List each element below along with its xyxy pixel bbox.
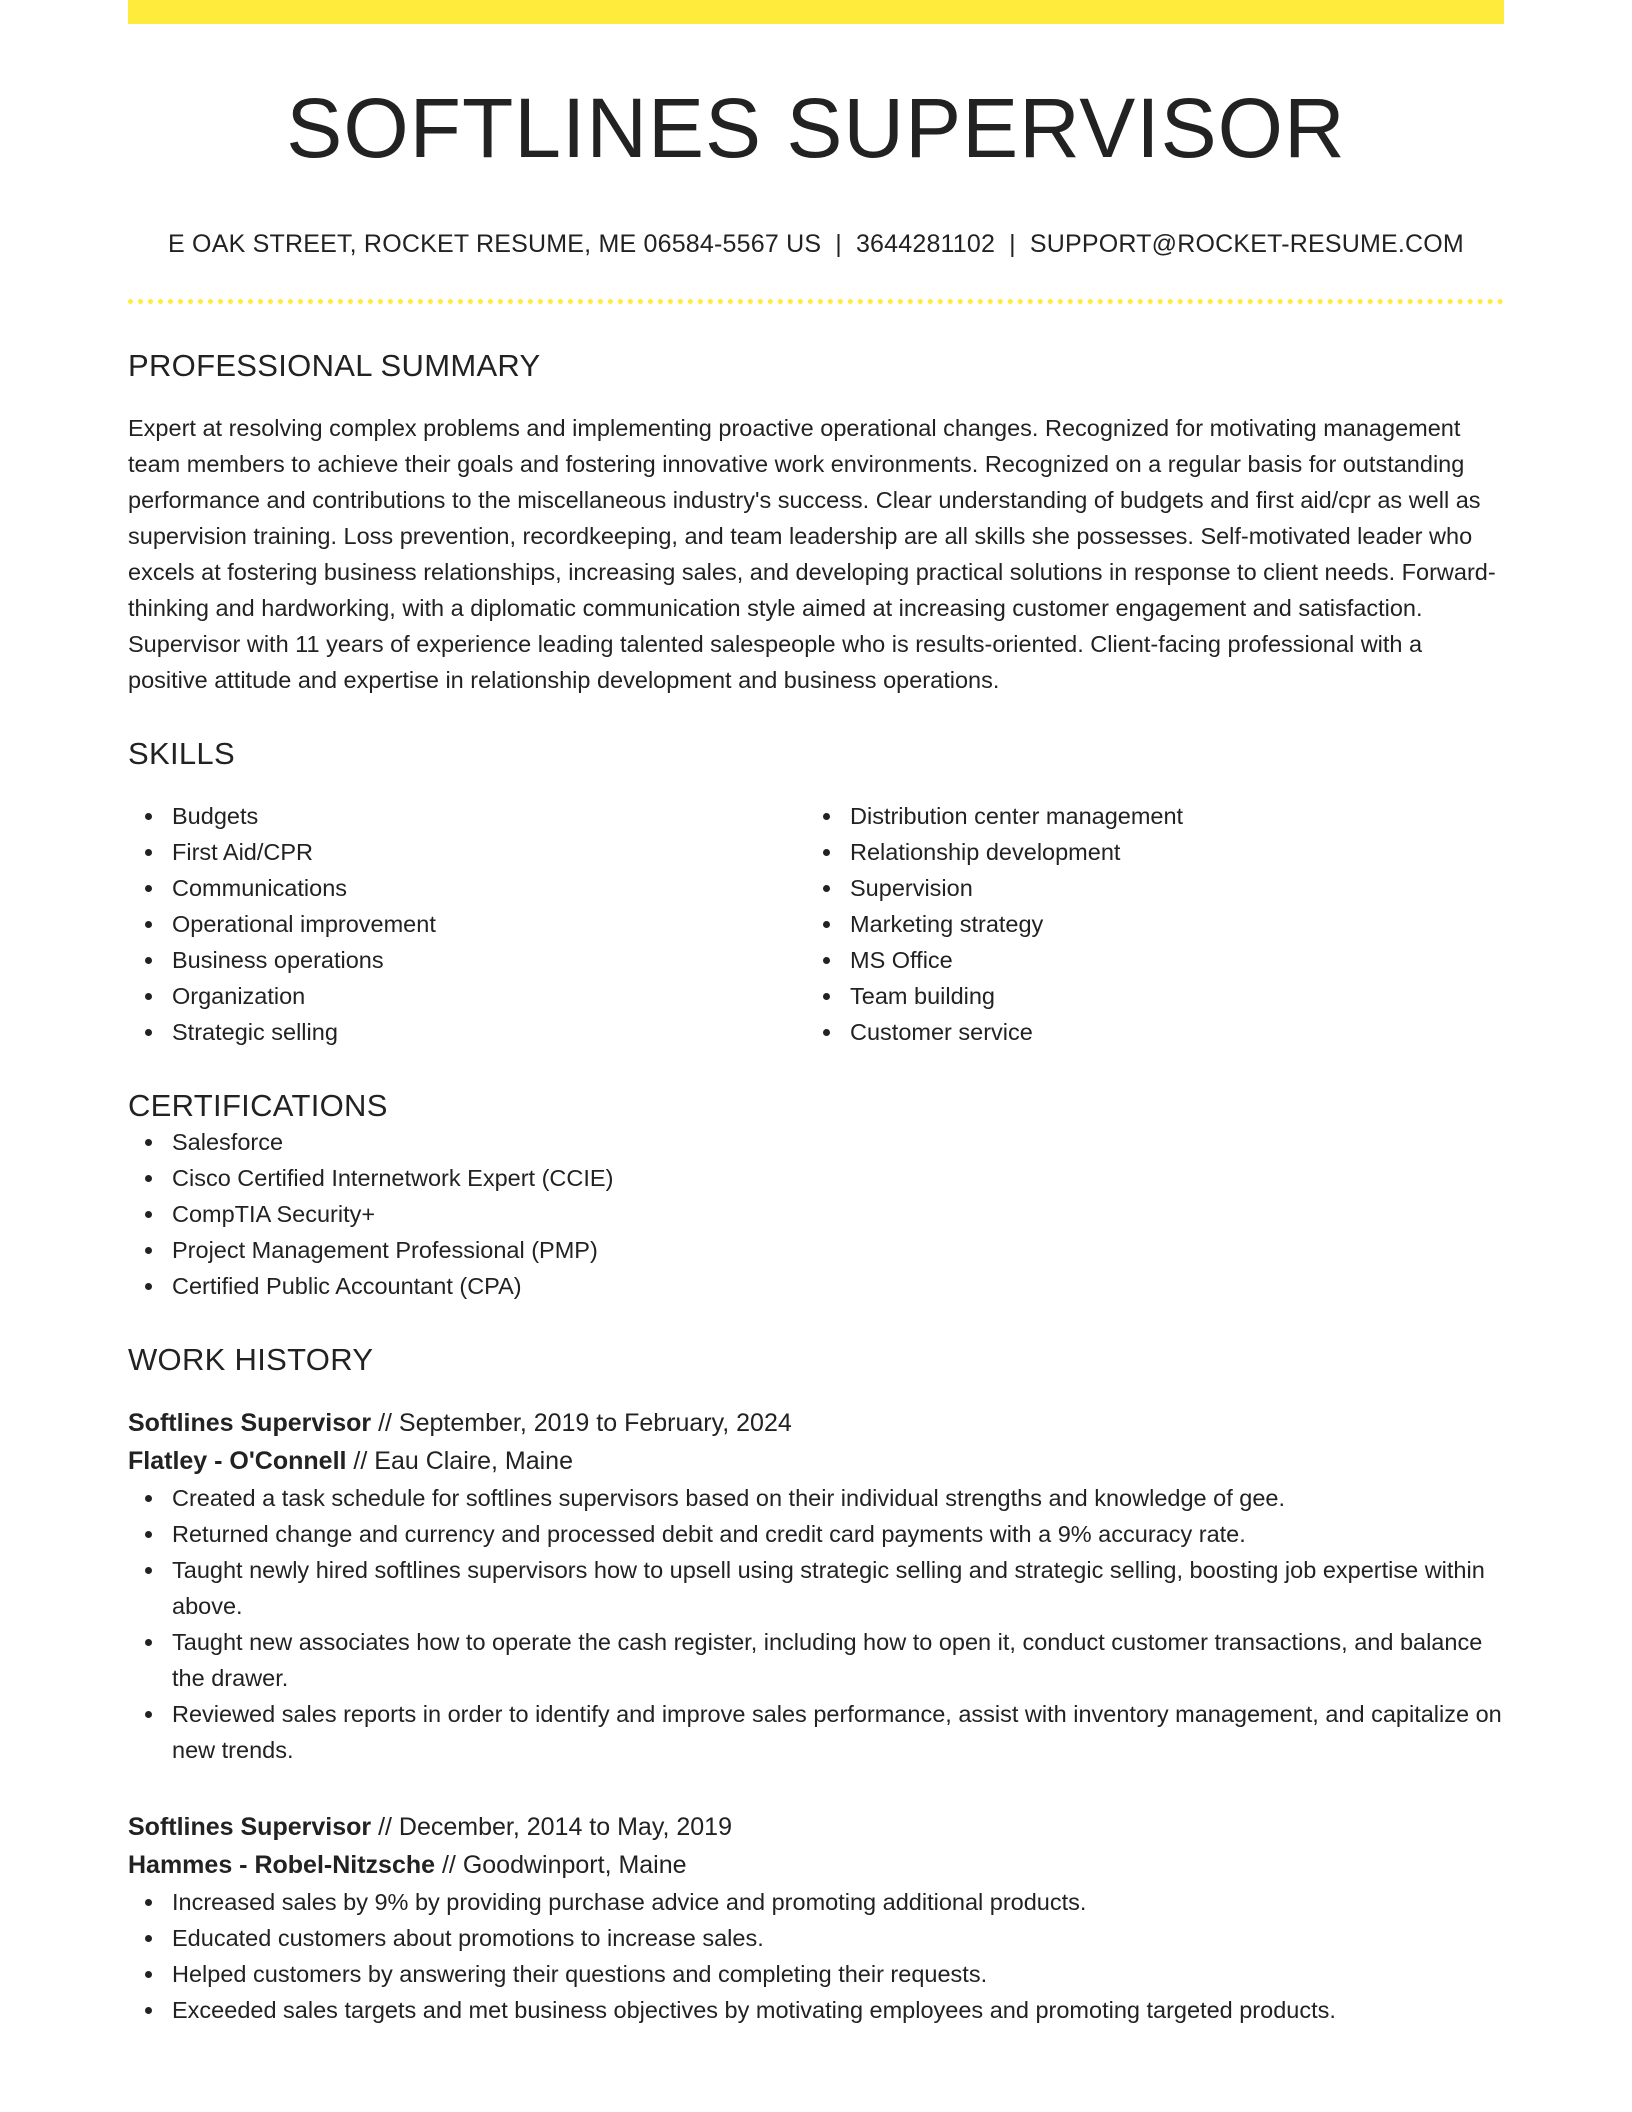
resume-page: [128, 0, 1504, 2028]
job-title-line: [128, 1404, 1504, 1442]
dotted-divider: [128, 299, 1504, 304]
job-bullet-list: [128, 1480, 1504, 1768]
job-bullet: Reviewed sales reports in order to identify and improve sales performance, assist with inventory management, and capitalize on new trends.: [128, 1696, 1504, 1768]
skills-list-right: [806, 798, 1484, 1050]
skill-item: Relationship development: [806, 834, 1484, 870]
accent-top-bar: [128, 0, 1504, 24]
contact-line: [128, 230, 1504, 259]
job-bullet-list: [128, 1884, 1504, 2028]
skill-item: Organization: [128, 978, 806, 1014]
job-location: // Goodwinport, Maine: [435, 1851, 687, 1879]
skills-heading: SKILLS: [128, 736, 235, 771]
job-dates: // September, 2019 to February, 2024: [371, 1409, 792, 1437]
skill-item: Business operations: [128, 942, 806, 978]
job-role: Softlines Supervisor: [128, 1409, 372, 1437]
job-company-line: [128, 1846, 1504, 1884]
certification-item: CompTIA Security+: [128, 1196, 1504, 1232]
job-bullet: Educated customers about promotions to increase sales.: [128, 1920, 1504, 1956]
job-entry: [128, 1808, 1504, 2028]
skill-item: Supervision: [806, 870, 1484, 906]
skill-item: Strategic selling: [128, 1014, 806, 1050]
certification-item: Salesforce: [128, 1124, 1504, 1160]
resume-title: SOFTLINES SUPERVISOR: [286, 81, 1346, 175]
job-title-line: [128, 1808, 1504, 1846]
job-bullet: Exceeded sales targets and met business objectives by motivating employees and promoting targeted products.: [128, 1992, 1504, 2028]
contact-phone[interactable]: 3644281102: [855, 230, 996, 258]
skill-item: Distribution center management: [806, 798, 1484, 834]
skill-item: Operational improvement: [128, 906, 806, 942]
contact-separator: |: [1009, 230, 1016, 258]
skill-item: Marketing strategy: [806, 906, 1484, 942]
work-history-heading: WORK HISTORY: [128, 1342, 374, 1377]
skills-grid: [128, 798, 1504, 1050]
skill-item: Team building: [806, 978, 1484, 1014]
skill-item: Budgets: [128, 798, 806, 834]
contact-address: E OAK STREET, ROCKET RESUME, ME 06584-5567 US: [168, 230, 822, 258]
skills-list-left: [128, 798, 806, 1050]
skill-item: MS Office: [806, 942, 1484, 978]
certifications-heading: CERTIFICATIONS: [128, 1088, 388, 1123]
contact-separator: |: [835, 230, 842, 258]
job-bullet: Taught new associates how to operate the cash register, including how to open it, conduct customer transactions, and balance the drawer.: [128, 1624, 1504, 1696]
job-bullet: Taught newly hired softlines supervisors how to upsell using strategic selling and strategic selling, boosting job expertise within above.: [128, 1552, 1504, 1624]
certification-item: Project Management Professional (PMP): [128, 1232, 1504, 1268]
skills-column-left: [128, 798, 806, 1050]
job-bullet: Helped customers by answering their questions and completing their requests.: [128, 1956, 1504, 1992]
certification-item: Cisco Certified Internetwork Expert (CCIE): [128, 1160, 1504, 1196]
job-bullet: Increased sales by 9% by providing purchase advice and promoting additional products.: [128, 1884, 1504, 1920]
skill-item: Customer service: [806, 1014, 1484, 1050]
contact-email[interactable]: SUPPORT@ROCKET-RESUME.COM: [1029, 230, 1464, 258]
job-dates: // December, 2014 to May, 2019: [371, 1813, 732, 1841]
skills-column-right: [806, 798, 1484, 1050]
summary-heading: PROFESSIONAL SUMMARY: [128, 348, 541, 383]
job-bullet: Returned change and currency and processed debit and credit card payments with a 9% accuracy rate.: [128, 1516, 1504, 1552]
skill-item: First Aid/CPR: [128, 834, 806, 870]
certification-item: Certified Public Accountant (CPA): [128, 1268, 1504, 1304]
job-company: Hammes - Robel-Nitzsche: [128, 1851, 436, 1879]
job-role: Softlines Supervisor: [128, 1813, 372, 1841]
job-bullet: Created a task schedule for softlines supervisors based on their individual strengths and knowledge of gee.: [128, 1480, 1504, 1516]
certifications-list: [128, 1124, 1504, 1304]
skill-item: Communications: [128, 870, 806, 906]
summary-text: Expert at resolving complex problems and implementing proactive operational changes. Recognized for motivating management team members to achieve their goals and fostering innovative work environments. Recognized on a regular basis for outstanding performance and contributions to the miscellaneous industry's success. Clear understanding of budgets and first aid/cpr as well as supervision training. Loss prevention, recordkeeping, and team leadership are all skills she possesses. Self-motivated leader who excels at fostering business relationships, increasing sales, and developing practical solutions in response to client needs. Forward-thinking and hardworking, with a diplomatic communication style aimed at increasing customer engagement and satisfaction. Supervisor with 11 years of experience leading talented salespeople who is results-oriented. Client-facing professional with a positive attitude and expertise in relationship development and business operations.: [128, 415, 1496, 693]
job-location: // Eau Claire, Maine: [346, 1447, 573, 1475]
job-company: Flatley - O'Connell: [128, 1447, 347, 1475]
job-company-line: [128, 1442, 1504, 1480]
job-entry: [128, 1404, 1504, 1768]
